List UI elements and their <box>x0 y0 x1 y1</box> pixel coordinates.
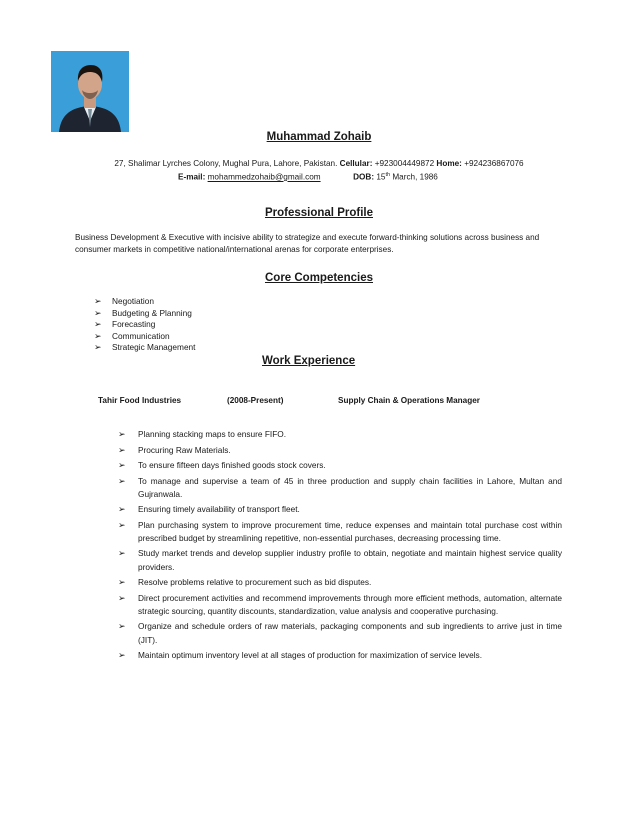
arrow-bullet-icon: ➢ <box>118 577 126 588</box>
list-item: ➢ To ensure fifteen days finished goods stock covers. <box>118 459 562 472</box>
profile-heading: Professional Profile <box>264 207 373 219</box>
arrow-bullet-icon: ➢ <box>118 460 126 470</box>
list-item: ➢ Budgeting & Planning <box>94 307 192 318</box>
list-item: ➢ Organize and schedule orders of raw materials, packaging components and sub ingredients to arrive just in time (JIT). <box>118 621 562 645</box>
contact-line-1: 27, Shalimar Lyrches Colony, Mughal Pura, Lahore, Pakistan. Cellular: +923004449872 Home: +924236867076 <box>114 159 524 168</box>
duties-list <box>118 428 562 665</box>
list-item: ➢ Negotiation <box>94 296 154 306</box>
arrow-bullet-icon: ➢ <box>118 475 126 486</box>
competencies-list <box>94 296 195 354</box>
cellular-number: +923004449872 <box>374 159 435 168</box>
company-name: Tahir Food Industries <box>98 396 182 405</box>
list-item: ➢ Communication <box>94 330 170 341</box>
home-number: +924236867076 <box>464 159 524 168</box>
job-title: Supply Chain & Operations Manager <box>338 396 480 405</box>
list-item: ➢ Ensuring timely availability of transport fleet. <box>118 503 562 516</box>
list-item: ➢ Study market trends and develop supplier industry profile to obtain, negotiate and maintain highest service quality providers. <box>118 548 562 572</box>
list-item: ➢ Resolve problems relative to procurement such as bid disputes. <box>118 576 562 589</box>
experience-heading: Work Experience <box>262 355 356 367</box>
contact-line-2: E-mail: mohammedzohaib@gmail.com DOB: 15th March, 1986 <box>178 172 438 182</box>
email-link[interactable]: mohammedzohaib@gmail.com <box>207 172 321 182</box>
list-item: ➢ Direct procurement activities and recommend improvements through more efficient methods, automation, alternate strategic sourcing, quantity discounts, standardization, value analysis and cooperative purchasing. <box>118 592 562 616</box>
arrow-bullet-icon: ➢ <box>94 319 102 330</box>
list-item: ➢ Procuring Raw Materials. <box>118 444 562 457</box>
list-item: ➢ Forecasting <box>94 319 156 330</box>
arrow-bullet-icon: ➢ <box>118 592 126 603</box>
arrow-bullet-icon: ➢ <box>118 504 126 515</box>
list-item: ➢ Strategic Management <box>94 342 196 353</box>
list-item: ➢ Maintain optimum inventory level at all stages of production for maximization of service levels. <box>118 649 562 662</box>
profile-text: Business Development & Executive with incisive ability to strategize and execute forward-thinking solutions across business and consumer markets in competitive national/international arenas for corporate enterprises. <box>75 233 540 254</box>
arrow-bullet-icon: ➢ <box>94 342 102 353</box>
address: 27, Shalimar Lyrches Colony, Mughal Pura, Lahore, Pakistan. <box>114 159 338 168</box>
arrow-bullet-icon: ➢ <box>118 548 126 559</box>
arrow-bullet-icon: ➢ <box>94 330 102 341</box>
list-item: ➢ Plan purchasing system to improve procurement time, reduce expenses and maintain total purchase cost within prescribed budget by streamlining repetitive, non-essential purchases, decreasing processing time. <box>118 519 562 543</box>
arrow-bullet-icon: ➢ <box>118 650 126 661</box>
list-item: ➢ Planning stacking maps to ensure FIFO. <box>118 428 562 441</box>
arrow-bullet-icon: ➢ <box>118 621 126 632</box>
competencies-heading: Core Competencies <box>264 272 373 284</box>
candidate-name: Muhammad Zohaib <box>266 131 372 143</box>
arrow-bullet-icon: ➢ <box>94 307 102 318</box>
list-item: ➢ To manage and supervise a team of 45 in three production and supply chain facilities in Lahore, Multan and Gujranwala. <box>118 475 562 499</box>
arrow-bullet-icon: ➢ <box>118 444 126 455</box>
job-period: (2008-Present) <box>227 396 284 405</box>
arrow-bullet-icon: ➢ <box>118 519 126 530</box>
arrow-bullet-icon: ➢ <box>94 296 102 306</box>
profile-photo <box>51 51 129 132</box>
arrow-bullet-icon: ➢ <box>118 429 126 439</box>
